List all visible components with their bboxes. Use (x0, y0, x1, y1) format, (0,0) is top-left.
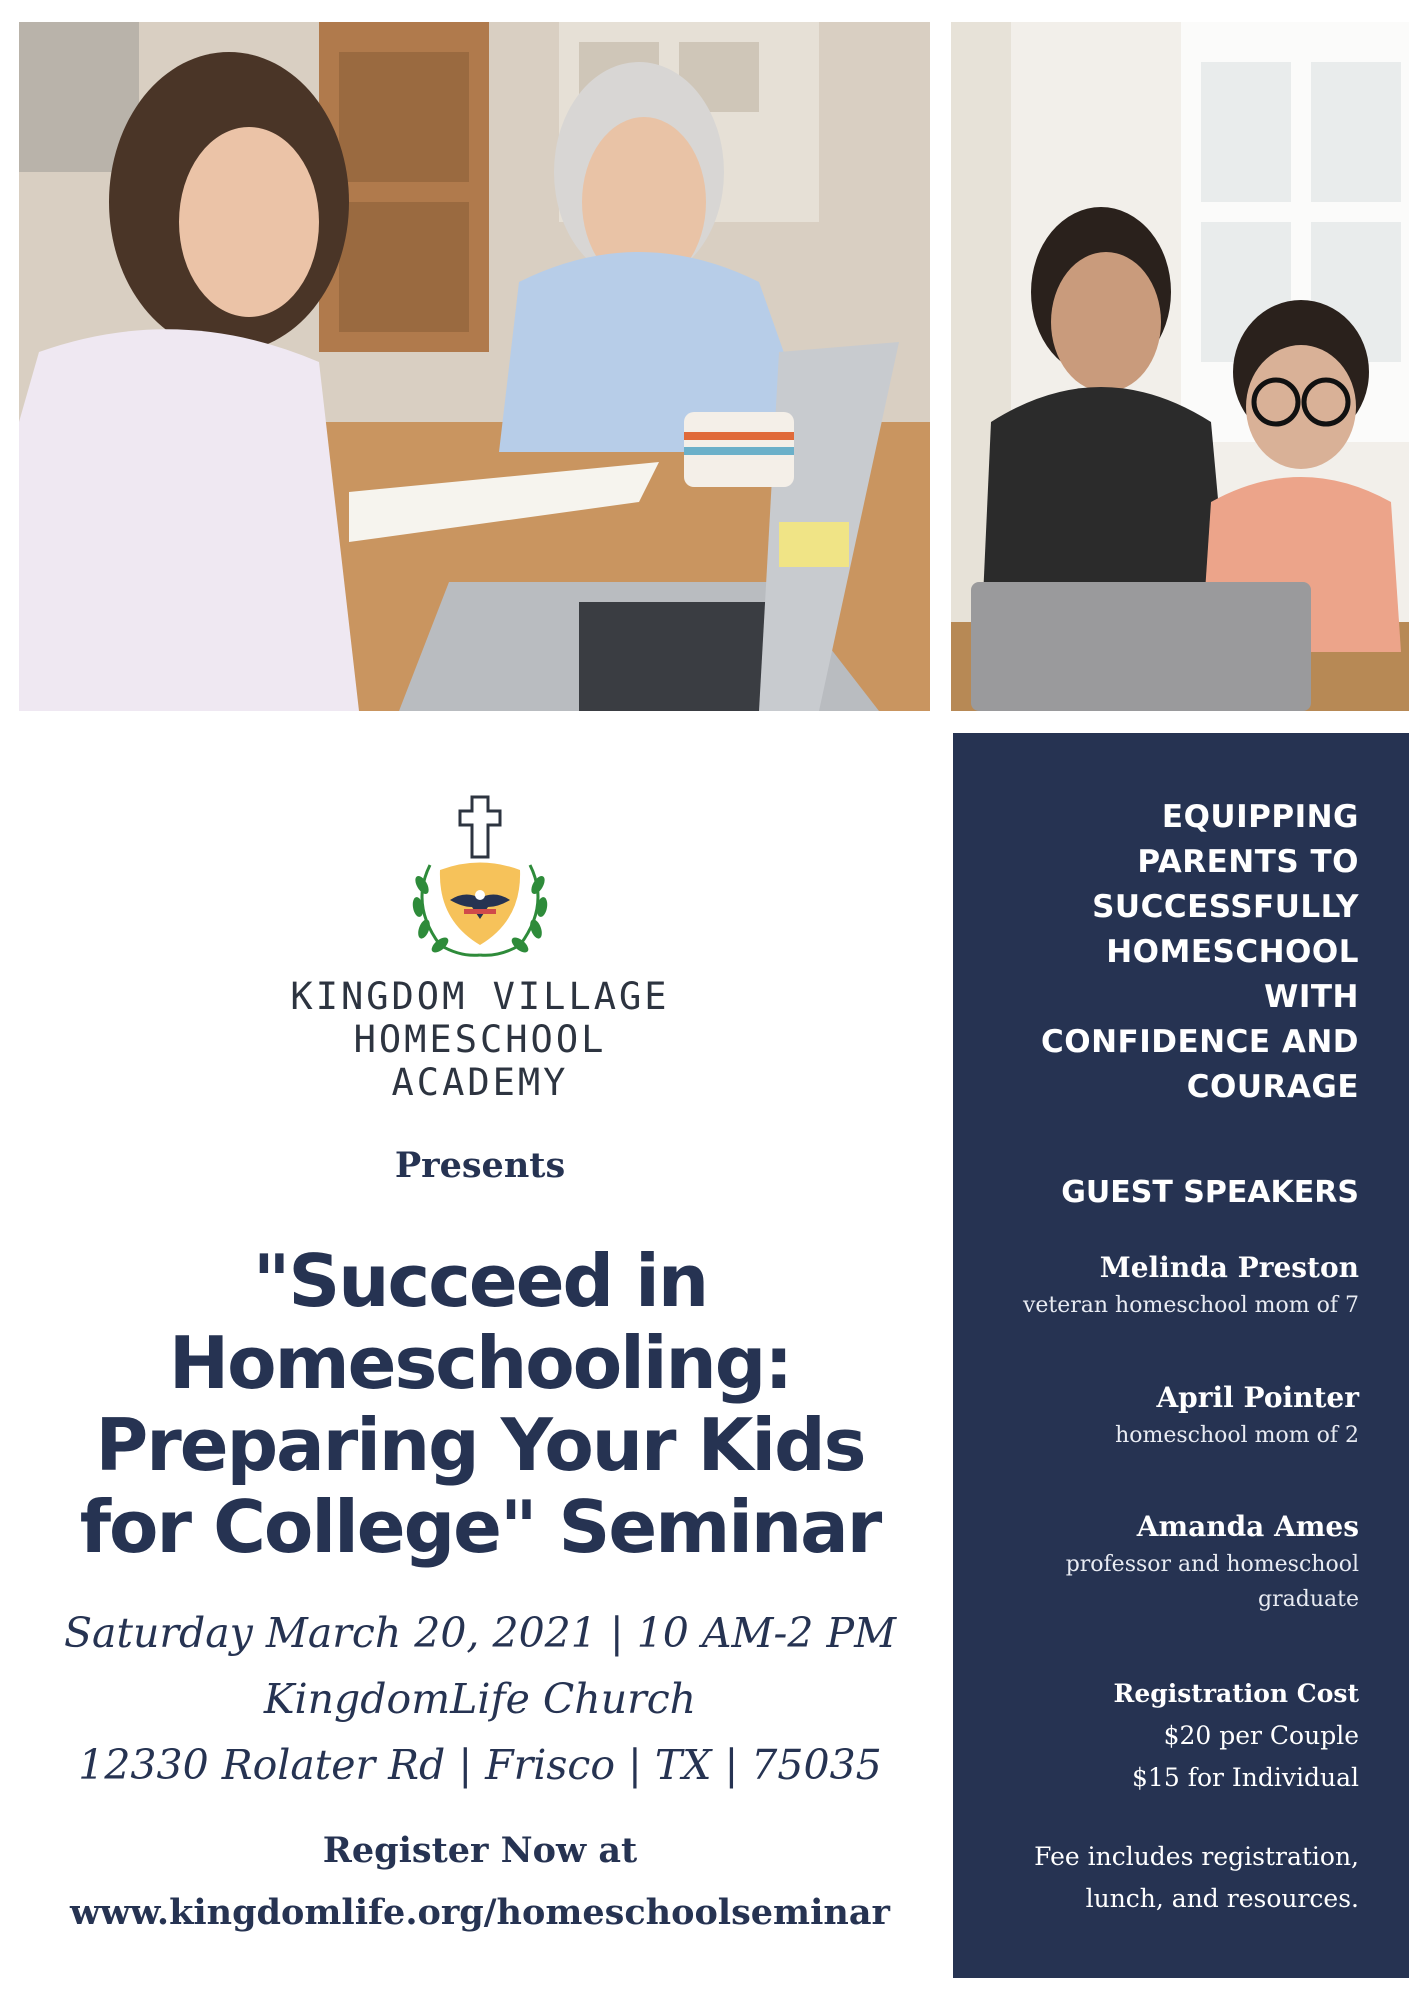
speaker-name: Melinda Preston (1099, 1251, 1359, 1284)
title-line: Homeschooling: (168, 1321, 792, 1405)
tagline (959, 795, 1359, 1110)
title-line: for College" Seminar (79, 1485, 881, 1569)
tagline-line: WITH (1264, 979, 1359, 1015)
event-details (0, 1600, 960, 1798)
register-label: Register Now at (322, 1830, 638, 1871)
seminar-title (40, 1240, 920, 1568)
fee-note-line: Fee includes registration, (1034, 1842, 1359, 1871)
event-address: 12330 Rolater Rd | Frisco | TX | 75035 (78, 1741, 882, 1789)
photo-father-son-laptop (951, 22, 1409, 711)
speaker-desc: professor and homeschool graduate (1065, 1552, 1359, 1612)
speaker-name: April Pointer (1156, 1381, 1359, 1414)
tagline-line: COURAGE (1186, 1069, 1359, 1105)
academy-name-line: KINGDOM VILLAGE (290, 975, 670, 1018)
presents-label: Presents (394, 1145, 566, 1186)
academy-name (0, 975, 960, 1104)
fee-note-line: lunch, and resources. (1085, 1884, 1359, 1913)
registration-cost-title: Registration Cost (1113, 1679, 1359, 1708)
title-line: Preparing Your Kids (95, 1403, 865, 1487)
register-block (0, 1820, 960, 1944)
event-date-time: Saturday March 20, 2021 | 10 AM-2 PM (63, 1609, 897, 1657)
eagle-shield-icon (440, 863, 520, 946)
tagline-line: EQUIPPING (1161, 799, 1359, 835)
tagline-line: HOMESCHOOL (1106, 934, 1359, 970)
speaker-entry (979, 1378, 1359, 1453)
speaker-desc: homeschool mom of 2 (1115, 1423, 1359, 1448)
registration-price: $20 per Couple (1163, 1721, 1359, 1750)
tagline-line: SUCCESSFULLY (1092, 889, 1359, 925)
info-side-panel (953, 733, 1409, 1978)
academy-name-line: ACADEMY (391, 1061, 569, 1104)
photo-mother-daughter-laptop (19, 22, 930, 711)
academy-name-line: HOMESCHOOL (353, 1018, 607, 1061)
registration-cost (1114, 1673, 1359, 1799)
tagline-line: CONFIDENCE AND (1041, 1024, 1359, 1060)
event-venue: KingdomLife Church (263, 1675, 697, 1723)
speakers-heading: GUEST SPEAKERS (1061, 1175, 1359, 1210)
tagline-line: PARENTS TO (1137, 844, 1359, 880)
academy-logo (400, 795, 560, 965)
registration-price: $15 for Individual (1132, 1763, 1359, 1792)
speaker-entry (1059, 1507, 1359, 1617)
speaker-name: Amanda Ames (1136, 1510, 1359, 1543)
cross-icon (460, 797, 500, 857)
title-line: "Succeed in (252, 1239, 708, 1323)
speaker-desc: veteran homeschool mom of 7 (1022, 1293, 1359, 1318)
register-url-link[interactable]: www.kingdomlife.org/homeschoolseminar (70, 1892, 890, 1933)
fee-note (1034, 1836, 1359, 1920)
speaker-entry (979, 1248, 1359, 1323)
